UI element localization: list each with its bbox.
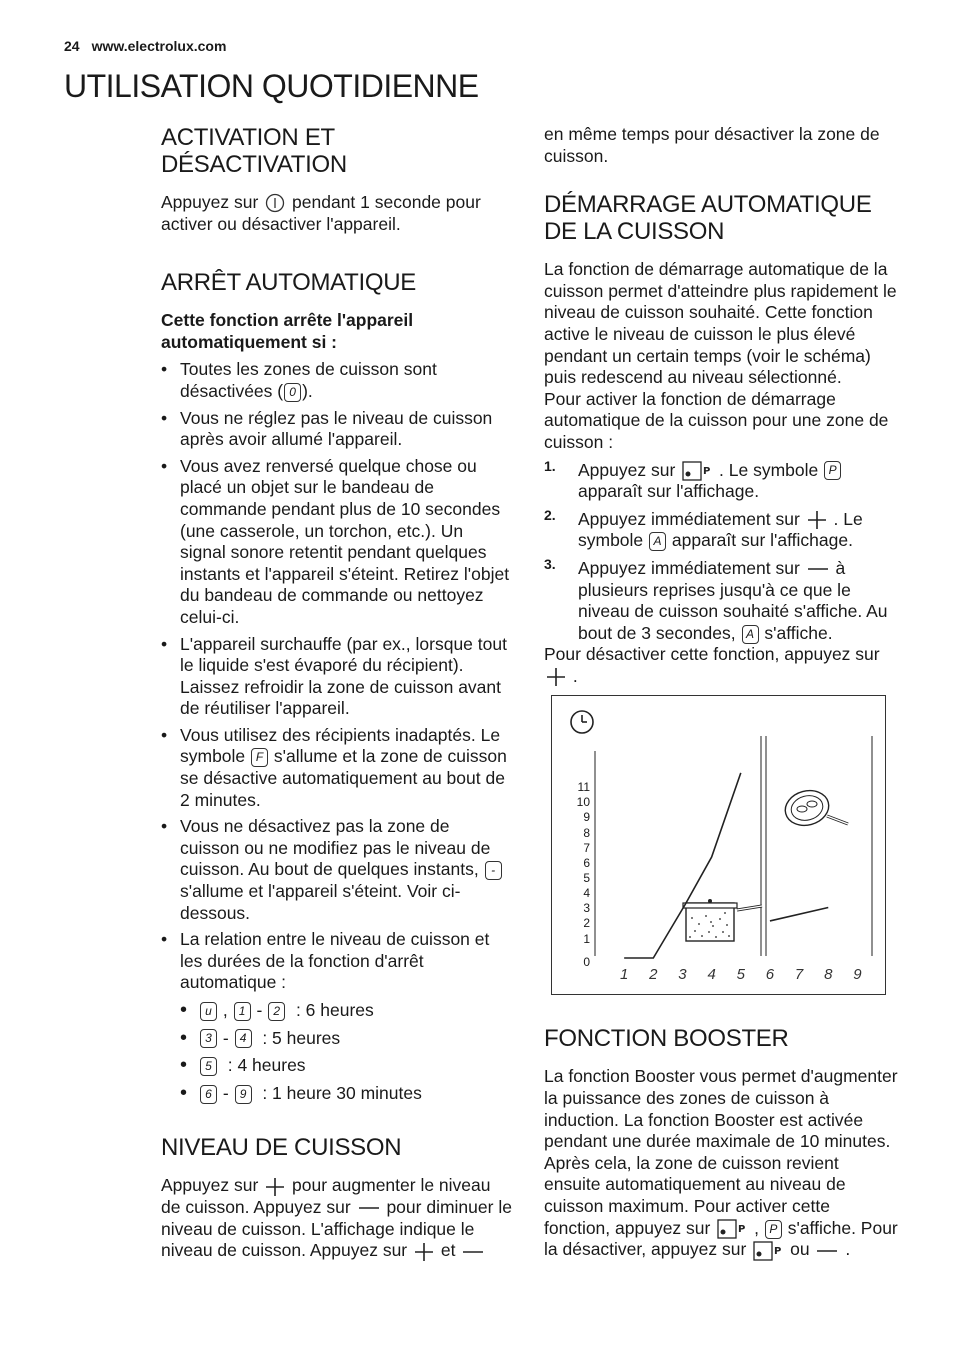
y-tick-label: 2 xyxy=(583,916,590,931)
minus-icon xyxy=(816,1246,838,1256)
digit-2-icon: 2 xyxy=(268,1002,285,1021)
list-item: • u , 1 - 2 : 6 heures xyxy=(161,1000,513,1022)
list-item: • 5 : 4 heures xyxy=(161,1055,513,1077)
digit-4-icon: 4 xyxy=(235,1029,252,1048)
list-item: • La relation entre le niveau de cuisson et les durées de la fonction d'arrêt automatique : xyxy=(161,929,513,994)
y-tick-label: 10 xyxy=(576,795,590,810)
digit-a-icon: A xyxy=(742,625,759,644)
digit-5-icon: 5 xyxy=(200,1057,217,1076)
list-item: • Vous avez renversé quelque chose ou placé un objet sur le bandeau de commande pendant plus de 10 secondes (une casserole, un torchon, etc.). Un signal sonore retentit pendant quelques instants et l'appareil s'éteint. Retirez l'objet du bandeau de commande ou nettoyez celui-ci. xyxy=(161,456,513,629)
digit-p-icon: P xyxy=(824,461,841,480)
plus-icon xyxy=(265,1177,285,1197)
x-tick-label: 7 xyxy=(794,966,804,984)
list-item: • L'appareil surchauffe (par ex., lorsque tout le liquide s'est évaporé du récipient). Laissez refroidir la zone de cuisson avant de réutiliser l'appareil. xyxy=(161,634,513,720)
power-icon xyxy=(265,193,285,213)
page-title: UTILISATION QUOTIDIENNE xyxy=(64,68,479,104)
y-tick-label: 3 xyxy=(583,901,590,916)
y-tick-label: 4 xyxy=(583,886,590,901)
y-tick-label: 6 xyxy=(583,855,590,870)
x-tick-label: 6 xyxy=(765,966,775,984)
niveau-heading: NIVEAU DE CUISSON xyxy=(161,1134,402,1162)
autostart-icon xyxy=(753,1241,783,1261)
digit-u-icon: u xyxy=(200,1002,217,1021)
right-column xyxy=(544,124,899,1261)
duration-list xyxy=(161,1000,513,1104)
arret-intro: Cette fonction arrête l'appareil automatiquement si : xyxy=(161,310,414,352)
autostart-icon xyxy=(682,461,712,481)
y-tick-label: 0 xyxy=(583,955,590,970)
y-tick-label: 9 xyxy=(583,810,590,825)
y-tick-label: 8 xyxy=(583,825,590,840)
digit-zero-icon: 0 xyxy=(284,383,301,402)
page-header xyxy=(64,38,238,54)
demarrage-heading: DÉMARRAGE AUTOMATIQUE DE LA CUISSON xyxy=(544,191,872,246)
demarrage-p3: Pour désactiver cette fonction, appuyez sur . xyxy=(544,644,880,686)
autostart-icon xyxy=(717,1219,747,1239)
activation-heading: ACTIVATION ET DÉSACTIVATION xyxy=(161,124,347,178)
svg-text:P: P xyxy=(774,1245,782,1257)
svg-text:P: P xyxy=(703,465,711,477)
x-tick-label: 3 xyxy=(678,966,687,984)
arret-heading: ARRÊT AUTOMATIQUE xyxy=(161,269,416,297)
x-tick-label: 2 xyxy=(649,966,658,984)
list-item: • Vous ne désactivez pas la zone de cuisson ou ne modifiez pas le niveau de cuisson. Au bout de quelques instants, - s'allume et l'appareil s'éteint. Voir ci-dessous. xyxy=(161,816,513,924)
x-tick-label: 8 xyxy=(824,966,833,984)
digit-3-icon: 3 xyxy=(200,1029,217,1048)
list-item: • Toutes les zones de cuisson sont désactivées ( 0 ). xyxy=(161,359,513,402)
chart-canvas xyxy=(552,696,885,994)
digit-9-icon: 9 xyxy=(235,1085,252,1104)
digit-a-icon: A xyxy=(649,532,666,551)
autostart-chart xyxy=(551,695,886,995)
demarrage-p1: La fonction de démarrage automatique de la cuisson permet d'atteindre plus rapidement le niveau de cuisson souhaité. Cette fonction active le niveau de cuisson le plus élevé pendant un certain temps (voir le schéma) puis redescend au niveau sélectionné. xyxy=(544,259,897,388)
booster-heading: FONCTION BOOSTER xyxy=(544,1025,789,1053)
list-item: 1. Appuyez sur P . Le symbole P apparaît sur l'affichage. xyxy=(544,460,899,503)
page-number: 24 xyxy=(64,38,80,54)
x-tick-label: 5 xyxy=(736,966,745,984)
list-item: • 3 - 4 : 5 heures xyxy=(161,1028,513,1050)
pot-icon xyxy=(683,899,762,941)
list-item: 3. Appuyez immédiatement sur à plusieurs reprises jusqu'à ce que le niveau de cuisson souhaité s'affiche. Au bout de 3 secondes, A s'affiche. xyxy=(544,555,888,643)
y-tick-label: 11 xyxy=(577,780,590,795)
list-item: 2. Appuyez immédiatement sur . Le symbole A apparaît sur l'affichage. xyxy=(544,506,863,551)
x-tick-label: 1 xyxy=(619,966,629,984)
list-item: • Vous ne réglez pas le niveau de cuisson après avoir allumé l'appareil. xyxy=(161,408,513,451)
x-tick-label: 9 xyxy=(853,966,862,984)
minus-icon xyxy=(358,1203,380,1213)
niveau-text-continued: en même temps pour désactiver la zone de cuisson. xyxy=(544,124,880,166)
y-tick-label: 5 xyxy=(583,870,590,885)
y-tick-label: 1 xyxy=(583,931,590,946)
svg-text:P: P xyxy=(738,1224,746,1235)
website: www.electrolux.com xyxy=(91,38,227,54)
clock-icon xyxy=(571,711,593,733)
x-tick-label: 4 xyxy=(707,966,716,984)
demarrage-p2: Pour activer la fonction de démarrage automatique de la cuisson pour une zone de cuisson : xyxy=(544,388,889,452)
series-line-2 xyxy=(770,908,828,921)
list-item: • Vous utilisez des récipients inadaptés. Le symbole F s'allume et la zone de cuisson se désactive automatiquement au bout de 2 minutes. xyxy=(161,725,513,811)
digit-dash-icon: - xyxy=(485,861,502,880)
booster-text: La fonction Booster vous permet d'augmenter la puissance des zones de cuisson à induction. La fonction Booster est activée pendant une durée maximale de 10 minutes. Après cela, la zone de cuisson revient ensuite automatiquement au niveau de cuisson maximum. Pour activer cette fonction, appuyez sur P , P s'affiche. Pour la désactiver, appuyez sur P ou . xyxy=(544,1066,898,1260)
left-column xyxy=(161,124,513,1262)
niveau-text: Appuyez sur pour augmenter le niveau de cuisson. Appuyez sur pour diminuer le niveau de cuisson. L'affichage indique le niveau de cuisson. Appuyez sur et xyxy=(161,1175,512,1261)
digit-f-icon: F xyxy=(251,748,268,767)
list-item: • 6 - 9 : 1 heure 30 minutes xyxy=(161,1083,513,1105)
plus-icon xyxy=(807,510,827,530)
minus-icon xyxy=(807,564,829,574)
arret-list xyxy=(161,359,513,994)
digit-6-icon: 6 xyxy=(200,1085,217,1104)
demarrage-steps xyxy=(544,457,899,645)
y-tick-label: 7 xyxy=(583,840,590,855)
activation-text: Appuyez sur pendant 1 seconde pour activer ou désactiver l'appareil. xyxy=(161,192,481,234)
digit-1-icon: 1 xyxy=(234,1002,251,1021)
pan-icon xyxy=(781,786,848,830)
digit-p-icon: P xyxy=(765,1220,782,1239)
plus-icon xyxy=(414,1242,434,1262)
minus-icon xyxy=(462,1247,484,1257)
plus-icon xyxy=(546,667,566,687)
